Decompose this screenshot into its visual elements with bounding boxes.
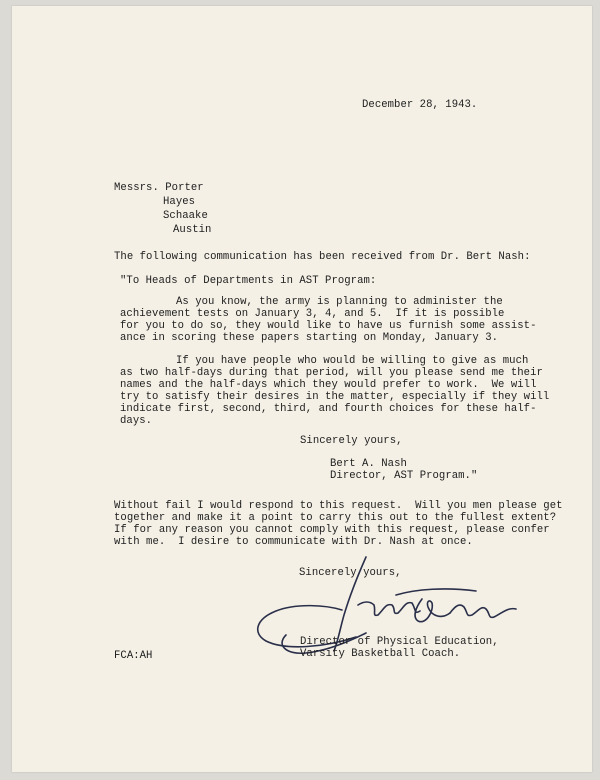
quote-para1-line: As you know, the army is planning to administer the bbox=[176, 296, 503, 308]
addressee-line: Messrs. Porter bbox=[114, 182, 204, 194]
quote-para1-line: achievement tests on January 3, 4, and 5. If it is possible bbox=[120, 308, 505, 320]
quote-signer-name: Bert A. Nash bbox=[330, 458, 407, 470]
quote-para2-line: If you have people who would be willing to give as much bbox=[176, 355, 529, 367]
body-line: If for any reason you cannot comply with this request, please confer bbox=[114, 524, 550, 536]
addressee-line: Austin bbox=[173, 224, 212, 236]
letter-date: December 28, 1943. bbox=[362, 99, 478, 111]
addressee-line: Schaake bbox=[163, 210, 208, 222]
quote-signer-title: Director, AST Program." bbox=[330, 470, 478, 482]
quote-para1-line: for you to do so, they would like to have us furnish some assist- bbox=[120, 320, 537, 332]
signer-title-line: Director of Physical Education, bbox=[300, 636, 499, 648]
quote-para2-line: try to satisfy their desires in the matter, especially if they will bbox=[120, 391, 550, 403]
body-line: with me. I desire to communicate with Dr. Nash at once. bbox=[114, 536, 473, 548]
signer-title-line: Varsity Basketball Coach. bbox=[300, 648, 461, 660]
body-line: together and make it a point to carry this out to the fullest extent? bbox=[114, 512, 557, 524]
quote-para2-line: names and the half-days which they would prefer to work. We will bbox=[120, 379, 537, 391]
body-line: Without fail I would respond to this request. Will you men please get bbox=[114, 500, 563, 512]
quote-para1-line: ance in scoring these papers starting on Monday, January 3. bbox=[120, 332, 499, 344]
addressee-line: Hayes bbox=[163, 196, 196, 208]
quote-para2-line: days. bbox=[120, 415, 153, 427]
quote-closing: Sincerely yours, bbox=[300, 435, 403, 447]
closing: Sincerely yours, bbox=[299, 567, 402, 579]
reference-initials: FCA:AH bbox=[114, 650, 153, 662]
quote-para2-line: indicate first, second, third, and fourth choices for these half- bbox=[120, 403, 537, 415]
quote-para2-line: as two half-days during that period, will you please send me their bbox=[120, 367, 543, 379]
intro-line: The following communication has been received from Dr. Bert Nash: bbox=[114, 251, 531, 263]
quote-salutation: "To Heads of Departments in AST Program: bbox=[120, 275, 377, 287]
